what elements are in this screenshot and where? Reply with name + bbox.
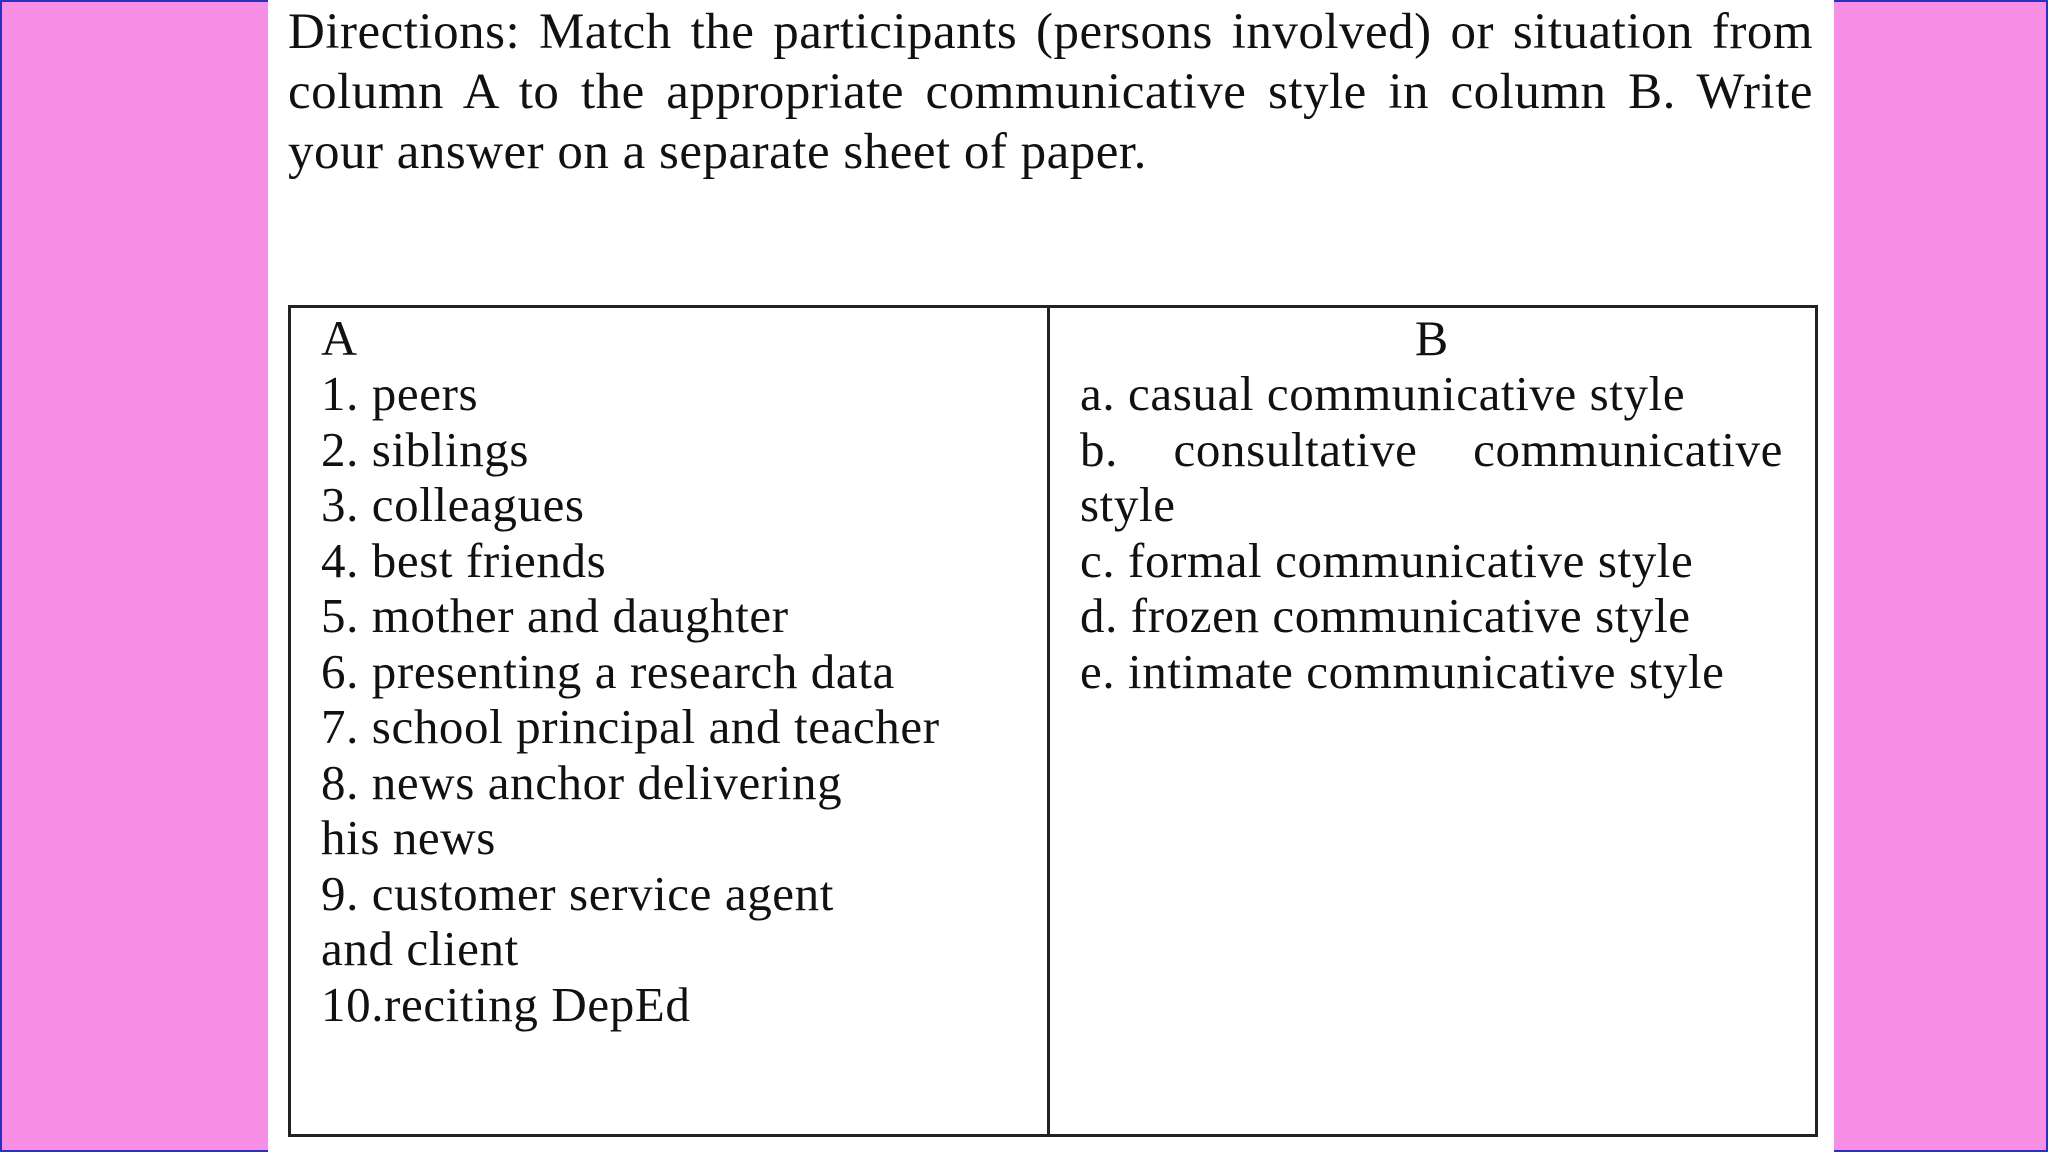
column-a-item: 7. school principal and teacher <box>321 699 940 754</box>
column-b-item: b. consultative communicative style <box>1080 421 1783 532</box>
column-a <box>291 308 1050 1134</box>
column-b-header: B <box>1414 310 1449 366</box>
matching-table <box>288 305 1818 1137</box>
directions-text: Directions: Match the participants (persons involved) or situation from column A to the appropriate communicative style in column B. Write your answer on a separate sheet of paper. <box>288 4 1813 180</box>
column-a-item: 9. customer service agent and client <box>321 865 834 976</box>
column-a-header: A <box>321 310 358 366</box>
column-b-item: a. casual communicative style <box>1080 366 1686 421</box>
column-b-item: d. frozen communicative style <box>1080 588 1691 643</box>
column-a-item: 5. mother and daughter <box>321 588 789 643</box>
column-a-item: 10.reciting DepEd <box>321 976 691 1032</box>
column-a-item: 3. colleagues <box>321 477 585 532</box>
column-a-item: 2. siblings <box>321 421 530 477</box>
column-a-item: 6. presenting a research data <box>321 643 895 699</box>
worksheet-page <box>268 0 1834 1152</box>
column-a-item: 1. peers <box>321 366 479 421</box>
column-a-item: 4. best friends <box>321 532 607 588</box>
column-b-item: c. formal communicative style <box>1080 532 1694 588</box>
column-b-item: e. intimate communicative style <box>1080 643 1725 699</box>
column-a-item: 8. news anchor delivering his news <box>321 754 843 865</box>
column-b <box>1050 308 1815 1134</box>
